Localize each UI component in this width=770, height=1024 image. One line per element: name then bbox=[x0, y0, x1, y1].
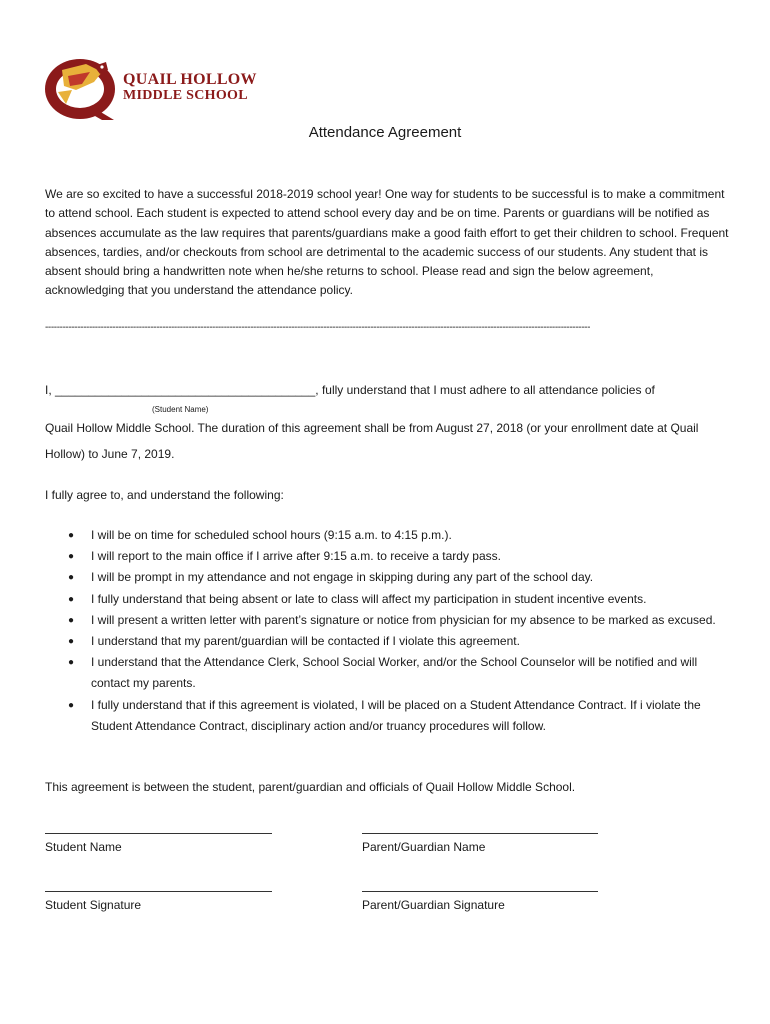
intro-paragraph: We are so excited to have a successful 2018-2019 school year! One way for students to be successful is to make a commitment to attend school. Each student is expected to attend school every day and be on time. Parents or guardians will be notified as absences accumulate as the law requires that parents/guardians make a good faith effort to get their children to school. Frequent absences, tardies, and/or checkouts from school are detrimental to the academic success of our students. Any student that is absent should bring a handwritten note when he/she returns to school. Please read and sign the below agreement, acknowledging that you understand the attendance policy. bbox=[45, 187, 729, 298]
agree-intro: I fully agree to, and understand the following: bbox=[45, 488, 284, 502]
list-item-text: I fully understand that if this agreement is violated, I will be placed on a Student Attendance Contract. If i violate the Student Attendance Contract, disciplinary action and/or truancy procedures will follow. bbox=[91, 697, 701, 733]
signature-line bbox=[45, 891, 272, 892]
bullet-icon: ● bbox=[68, 551, 75, 563]
student-signature-field[interactable] bbox=[45, 891, 272, 912]
document-title: Attendance Agreement bbox=[308, 124, 462, 141]
signature-line bbox=[362, 891, 598, 892]
bullet-icon: ● bbox=[68, 657, 75, 669]
parent-name-field[interactable] bbox=[362, 833, 598, 854]
student-name-label: Student Name bbox=[45, 840, 122, 854]
bullet-icon: ● bbox=[68, 530, 75, 541]
list-item-text: I will be prompt in my attendance and not engage in skipping during any part of the school day. bbox=[91, 570, 594, 585]
list-item-text: I will be on time for scheduled school hours (9:15 a.m. to 4:15 p.m.). bbox=[91, 528, 452, 542]
list-item bbox=[68, 652, 728, 694]
student-signature-label: Student Signature bbox=[45, 898, 142, 912]
parent-name-label: Parent/Guardian Name bbox=[362, 840, 486, 854]
list-item bbox=[68, 546, 728, 567]
list-item-text: I understand that the Attendance Clerk, School Social Worker, and/or the School Counselor will be notified and will contact my parents. bbox=[91, 655, 698, 691]
list-item-text: I understand that my parent/guardian will be contacted if I violate this agreement. bbox=[91, 634, 520, 649]
list-item bbox=[68, 525, 728, 546]
list-item bbox=[68, 567, 728, 588]
bullet-icon: ● bbox=[68, 572, 75, 584]
list-item-text: I fully understand that being absent or late to class will affect my participation in student incentive events. bbox=[91, 591, 647, 606]
bullet-icon: ● bbox=[68, 593, 75, 605]
list-item bbox=[68, 610, 728, 631]
agreement-parties: This agreement is between the student, parent/guardian and officials of Quail Hollow Middle School. bbox=[45, 780, 576, 794]
student-name-caption: (Student Name) bbox=[152, 405, 209, 414]
bullet-icon: ● bbox=[68, 636, 75, 648]
list-item-text: I will report to the main office if I arrive after 9:15 a.m. to receive a tardy pass. bbox=[91, 549, 501, 564]
bullet-icon: ● bbox=[68, 699, 75, 711]
statement-duration: Quail Hollow Middle School. The duration of this agreement shall be from August 27, 2018 (or your enrollment date at Quail Hollow) to June 7, 2019. bbox=[45, 421, 699, 461]
parent-signature-label: Parent/Guardian Signature bbox=[362, 898, 505, 912]
signature-line bbox=[362, 833, 598, 834]
parent-signature-field[interactable] bbox=[362, 891, 598, 912]
list-item-text: I will present a written letter with parent’s signature or notice from physician for my absence to be marked as excused. bbox=[91, 612, 716, 627]
list-item bbox=[68, 695, 728, 737]
statement-line: I, _______________________________________, fully understand that I must adhere to all attendance policies of bbox=[45, 383, 655, 397]
agreement-list bbox=[68, 525, 728, 737]
student-name-field[interactable] bbox=[45, 833, 272, 854]
list-item bbox=[68, 589, 728, 610]
logo-text-line2: MIDDLE SCHOOL bbox=[123, 88, 248, 103]
list-item bbox=[68, 631, 728, 652]
separator-line: ------------------------------------------------------------------------------------------------------------------------------------------------------------------------------------------ bbox=[45, 322, 590, 333]
signature-line bbox=[45, 833, 272, 834]
bullet-icon: ● bbox=[68, 614, 75, 626]
logo-text-line1: QUAIL HOLLOW bbox=[123, 71, 257, 88]
